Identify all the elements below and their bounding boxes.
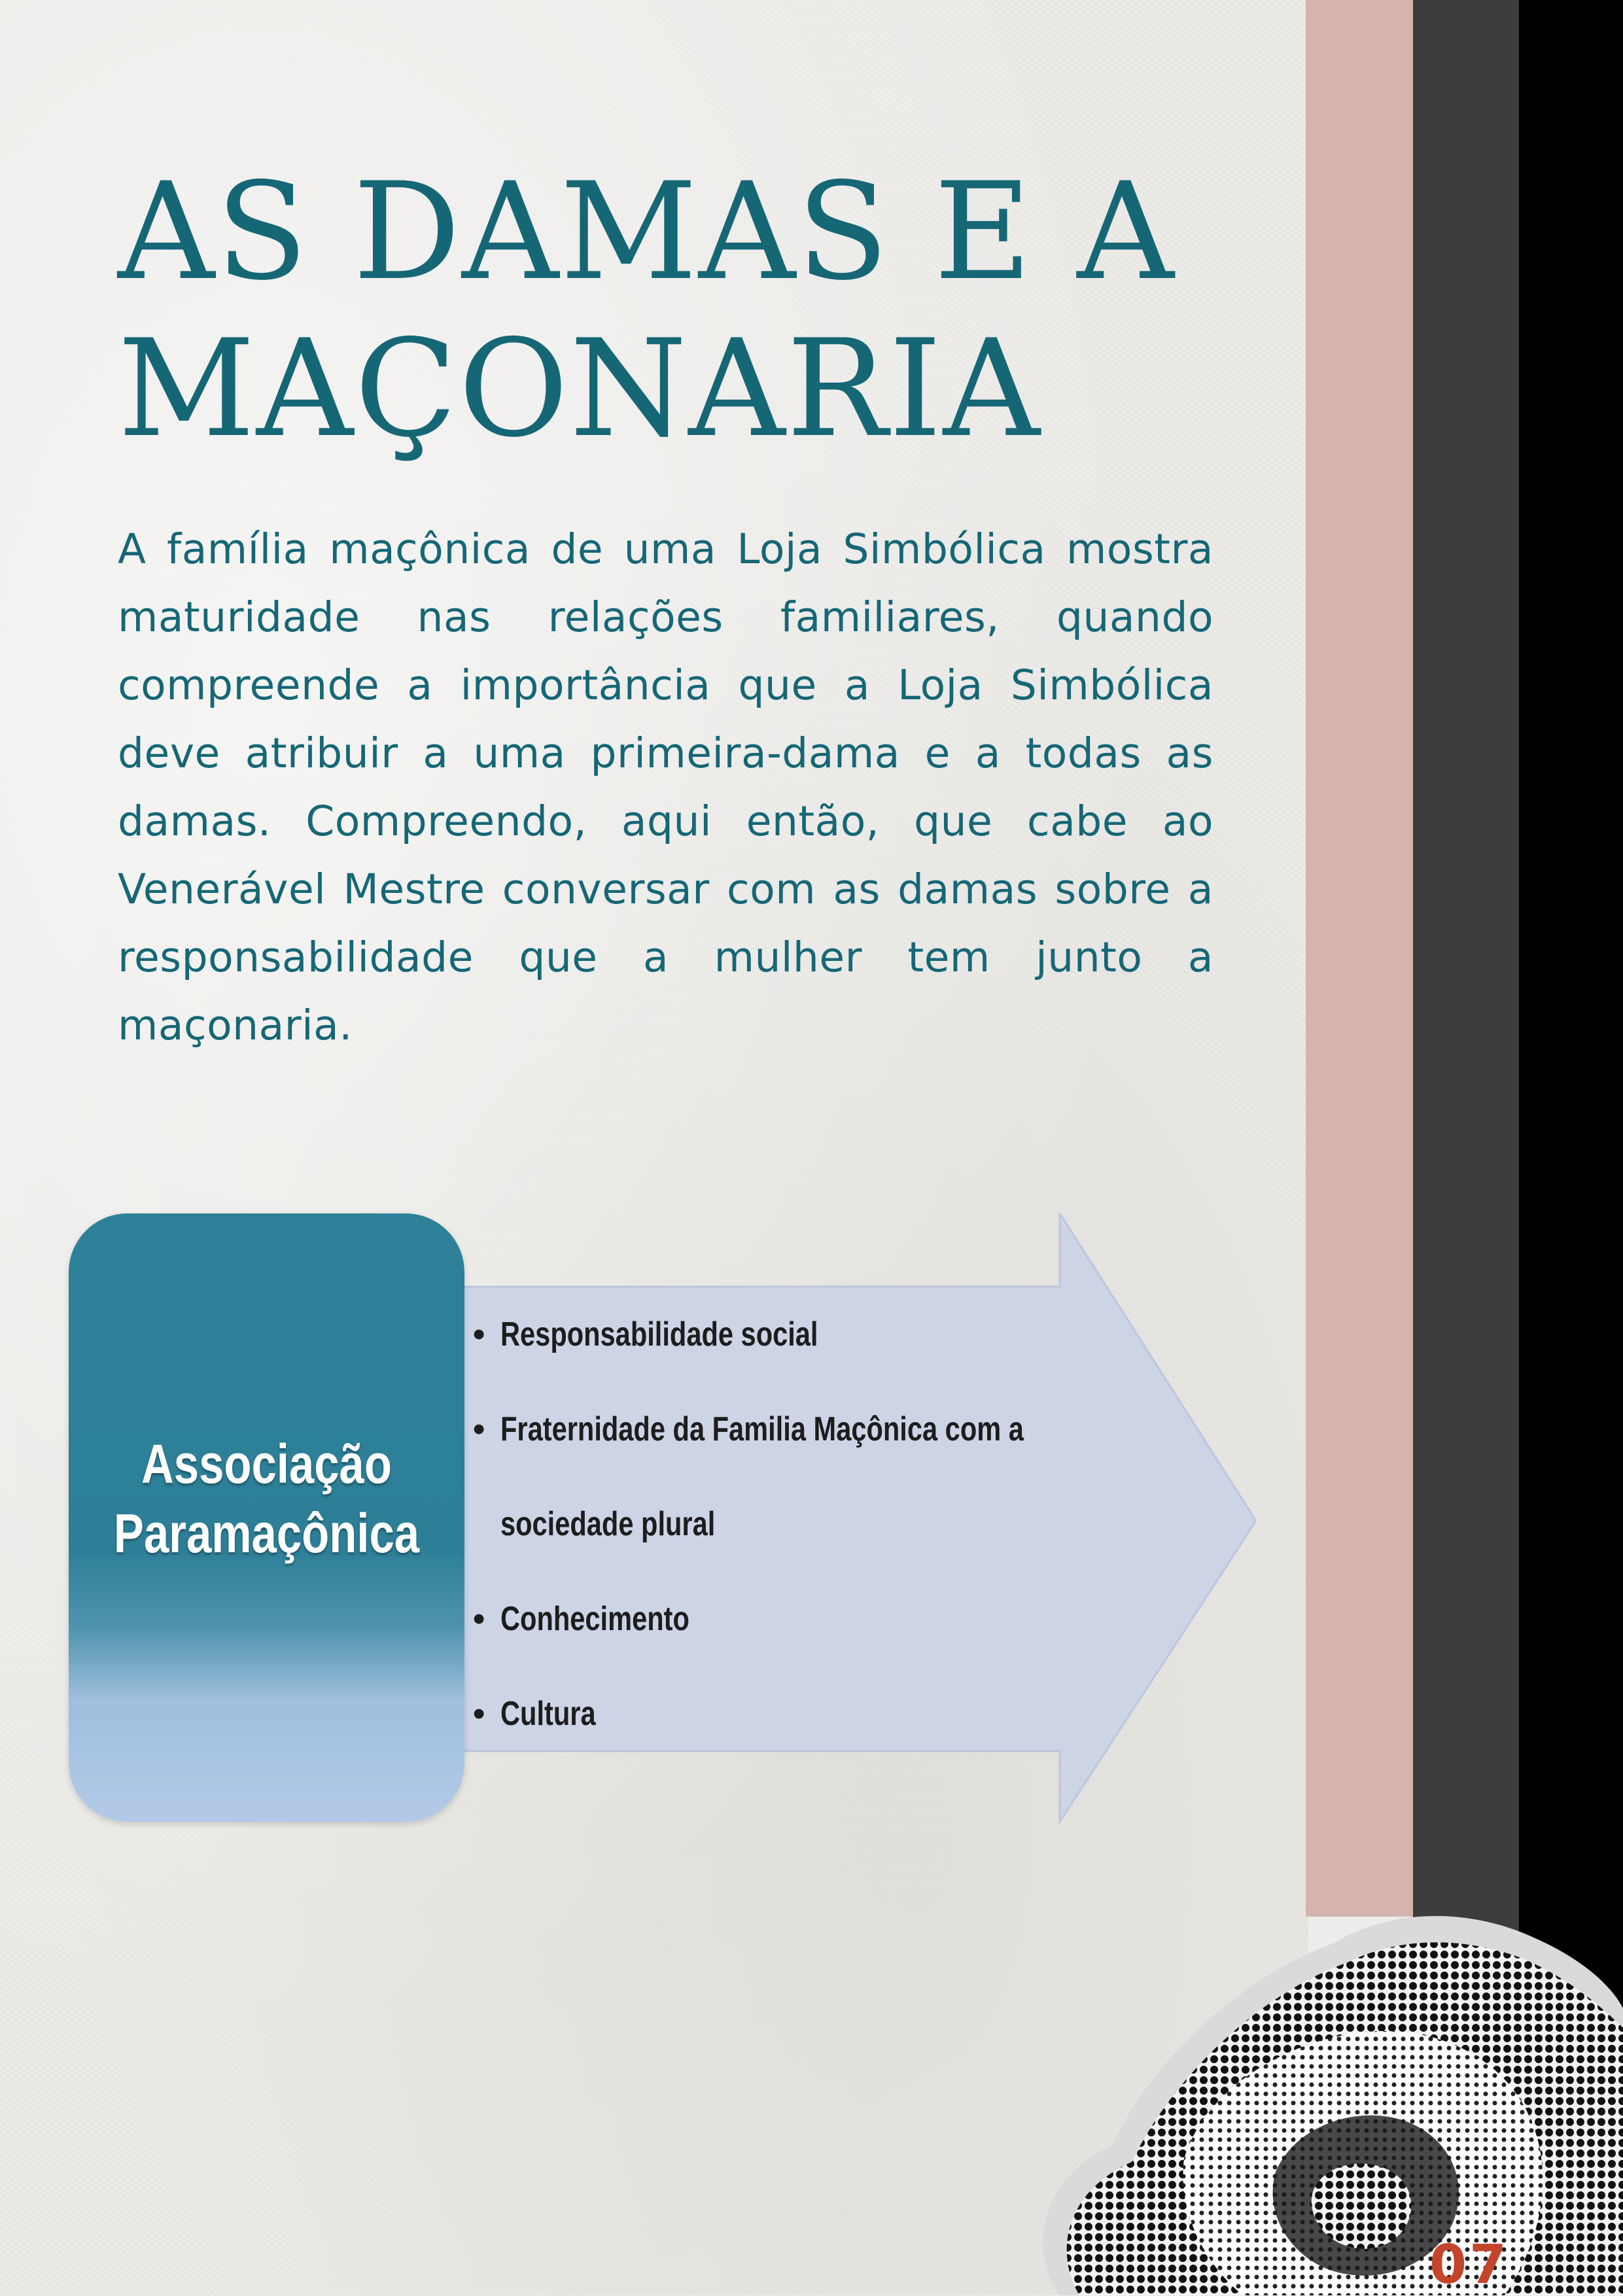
list-item: • Responsabilidade social (469, 1312, 1123, 1406)
list-item: • Cultura (469, 1691, 1123, 1786)
association-diagram (69, 1213, 1256, 1828)
rose-image (968, 1897, 1623, 2295)
bullet-list (469, 1312, 1123, 1786)
list-item: • Fraternidade da Familia Maçônica com a (469, 1406, 1123, 1501)
body-paragraph: A família maçônica de uma Loja Simbólica mostra maturidade nas relações familiares, quando compreende a importância que a Loja Simbólica deve atribuir a uma primeira-dama e a todas as damas. Compreendo, aqui então, que cabe ao Venerável Mestre conversar com as damas sobre a responsabilidade que a mulher tem junto a maçonaria. (118, 525, 1213, 1049)
page-number: 07 (1429, 2234, 1510, 2296)
box-line-1: Associação (141, 1433, 392, 1495)
association-box-label (104, 1429, 428, 1568)
list-item: • Conhecimento (469, 1596, 1123, 1691)
title-line-2: MAÇONARIA (118, 311, 1041, 467)
bullet-icon: • (473, 1600, 485, 1638)
association-box (69, 1213, 464, 1822)
title-line-1: AS DAMAS E A (118, 154, 1176, 310)
bullet-icon: • (473, 1695, 485, 1733)
page-title (118, 154, 1230, 468)
decor-stripe-gray (1413, 0, 1519, 1975)
list-item-continuation: sociedade plural (500, 1505, 716, 1543)
box-line-2: Paramaçônica (113, 1503, 420, 1564)
bullet-icon: • (473, 1315, 485, 1353)
decor-stripe-pink (1306, 0, 1413, 1917)
bullet-icon: • (473, 1410, 485, 1448)
